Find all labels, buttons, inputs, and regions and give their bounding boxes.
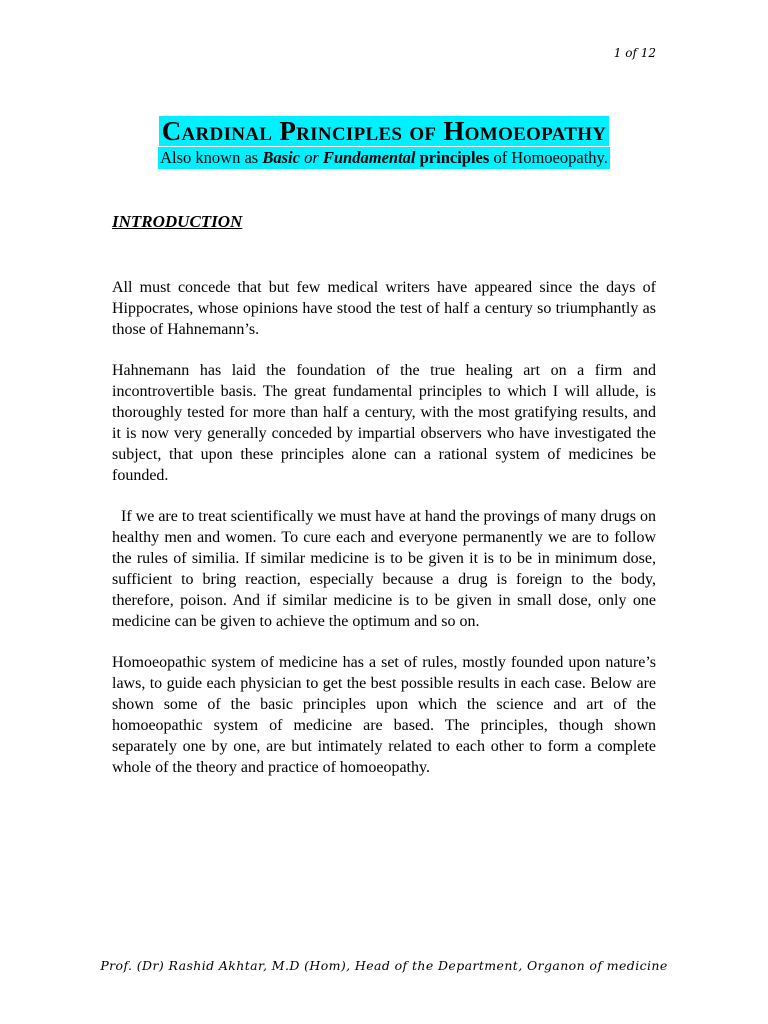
document-title: Cardinal Principles of Homoeopathy bbox=[159, 116, 610, 146]
subtitle-suffix: of Homoeopathy. bbox=[489, 148, 608, 167]
section-heading: INTRODUCTION bbox=[112, 212, 243, 231]
paragraph-2: Hahnemann has laid the foundation of the true healing art on a firm and incontrovertible basis. The great fundamental principles to which I will allude, is thoroughly tested for more than half a century, with the most gratifying results, and it is now very generally conceded by impartial observers who have investigated the subject, that upon these principles alone can a rational system of medicines be founded. bbox=[112, 362, 656, 484]
subtitle-prefix: Also known as bbox=[160, 148, 263, 167]
subtitle-or: or bbox=[299, 148, 323, 167]
page-number: 1 of 12 bbox=[613, 46, 656, 60]
subtitle-fundamental: Fundamental bbox=[322, 148, 416, 167]
paragraph-3: If we are to treat scientifically we must have at hand the provings of many drugs on healthy men and women. To cure each and everyone permanently we are to follow the rules of similia. If similar medicine is to be given it is to be in minimum dose, sufficient to bring reaction, especially because a drug is foreign to the body, therefore, poison. And if similar medicine is to be given in small dose, only one medicine can be given to achieve the optimum and so on. bbox=[112, 508, 656, 630]
body-text bbox=[112, 277, 656, 798]
title-block bbox=[0, 116, 768, 169]
footer-author: Prof. (Dr) Rashid Akhtar, M.D (Hom), Head of the Department, Organon of medicine bbox=[100, 958, 668, 973]
paragraph-1: All must concede that but few medical writers have appeared since the days of Hippocrates, whose opinions have stood the test of half a century so triumphantly as those of Hahnemann’s. bbox=[112, 279, 656, 338]
subtitle-basic: Basic bbox=[262, 148, 300, 167]
paragraph-4: Homoeopathic system of medicine has a set of rules, mostly founded upon nature’s laws, to guide each physician to get the best possible results in each case. Below are shown some of the basic principles upon which the science and art of the homoeopathic system of medicine are based. The principles, though shown separately one by one, are but intimately related to each other to form a complete whole of the theory and practice of homoeopathy. bbox=[112, 654, 656, 776]
document-subtitle bbox=[158, 147, 610, 169]
subtitle-principles: principles bbox=[419, 148, 490, 167]
